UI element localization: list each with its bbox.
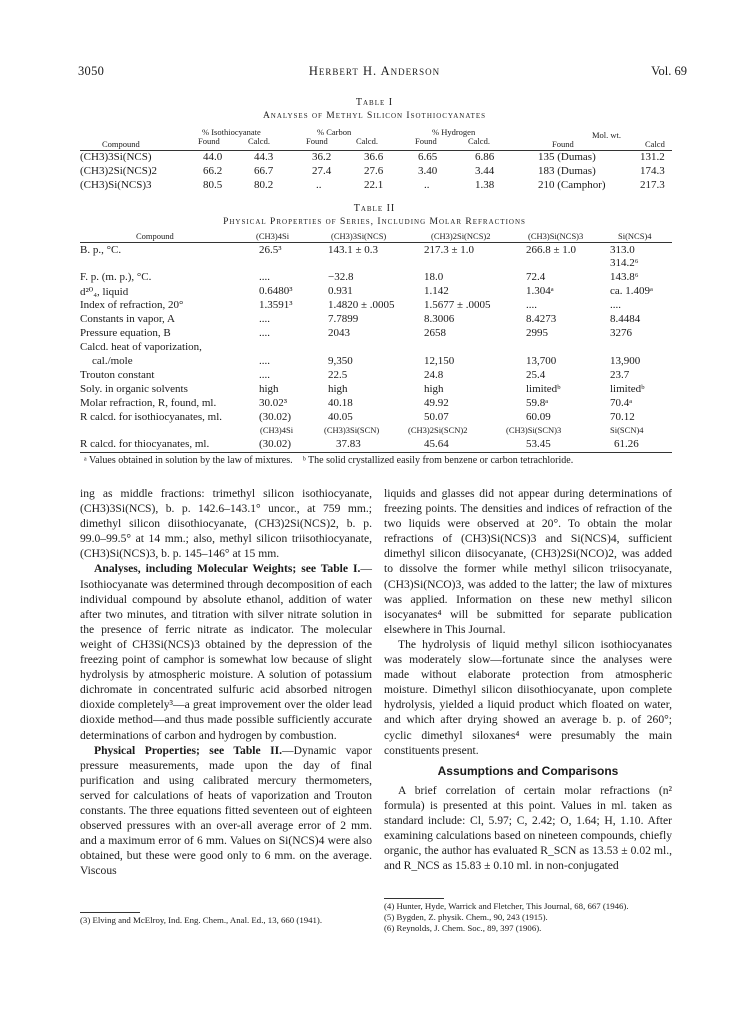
table-cell: Trouton constant (80, 369, 155, 381)
table-cell: Soly. in organic solvents (80, 383, 188, 395)
t1-sub-found: Found (306, 136, 328, 146)
table-cell: 60.09 (526, 411, 551, 423)
table-cell: 3276 (610, 327, 632, 339)
table-cell: .... (610, 299, 621, 311)
table-cell: 210 (Camphor) (538, 179, 606, 191)
table-cell: 1.304ᵃ (526, 285, 554, 297)
table-cell: 3.44 (475, 165, 495, 177)
table-cell: Constants in vapor, A (80, 313, 175, 325)
table-cell: 61.26 (614, 438, 639, 450)
table-cell: 313.0 (610, 244, 635, 256)
t2-thio-head: (CH3)4Si (260, 425, 294, 435)
t2-head-col5: Si(NCS)4 (618, 231, 652, 241)
table-cell: R calcd. for thiocyanates, ml. (80, 438, 210, 450)
t2-thio-head: (CH3)3Si(SCN) (324, 425, 380, 435)
section-heading: Assumptions and Comparisons (437, 763, 619, 778)
table2-footnotes (84, 454, 672, 467)
table-cell: 2658 (424, 327, 446, 339)
table-cell: F. p. (m. p.), °C. (80, 271, 152, 283)
table-cell: 24.8 (424, 369, 444, 381)
left-para-1: ing as middle fractions: trimethyl silicon isothiocyanate, (CH3)3Si(NCS), b. p. 142.6–143.1° uncor., at 759 mm.; dimethyl silicon diisothiocyanate, (CH3)2Si(NCS)2, b. p. 99.0–99.5° at 14 mm.; also, methyl silicon triisothiocyanate, (CH3)Si(NCS)3, b. p. 145–146° at 15 mm. (80, 487, 372, 561)
table-cell: 314.2⁶ (610, 257, 639, 269)
t2-head-compound: Compound (136, 231, 174, 241)
table-cell: 266.8 ± 1.0 (526, 244, 577, 256)
table-cell: 44.3 (254, 151, 274, 163)
footnote-a: ᵃ Values obtained in solution by the law of mixtures. (84, 455, 293, 466)
table-cell: 143.1 ± 0.3 (328, 244, 379, 256)
table-cell: 183 (Dumas) (538, 165, 596, 177)
table-cell: (30.02) (259, 438, 292, 450)
table-cell: 70.4ᵃ (610, 397, 633, 409)
t1-sub-found: Found (198, 136, 220, 146)
table-cell: 53.45 (526, 438, 551, 450)
table-cell: 13,700 (526, 355, 557, 367)
footnote-ref-5: (5) Bygden, Z. physik. Chem., 90, 243 (1915). (384, 912, 548, 922)
right-column (384, 486, 672, 873)
table-cell: 22.5 (328, 369, 348, 381)
table-cell: 37.83 (336, 438, 361, 450)
table-cell: −32.8 (328, 271, 354, 283)
table-cell: 26.5³ (259, 244, 282, 256)
t2-head-col1: (CH3)4Si (256, 231, 290, 241)
t1-sub-compound: Compound (102, 139, 140, 149)
table-cell: d²⁰₄, liquid (80, 286, 129, 298)
table-cell: 22.1 (364, 179, 384, 191)
table-cell: 27.4 (312, 165, 332, 177)
table-cell: 80.2 (254, 179, 274, 191)
right-para-3: A brief correlation of certain molar refractions (n² formula) is presented at this point. Values in ml. taken as standard include: Cl, 5.97; C, 2.42; O, 1.64; H, 1.10. After examining calculations based on nineteen compounds, chiefly organic, the author has evaluated R_SCN as 13.53 ± 0.02 ml., and R_NCS as 15.83 ± 0.10 ml. in non-conjugated (384, 783, 672, 873)
table-cell: 0.6480³ (259, 285, 293, 297)
table-cell: 7.7899 (328, 313, 359, 325)
table-cell: .... (259, 313, 270, 325)
table-cell: 8.3006 (424, 313, 455, 325)
table-cell: 50.07 (424, 411, 449, 423)
t1-group-hydrogen: % Hydrogen (432, 127, 476, 137)
table-cell: 1.3591³ (259, 299, 293, 311)
table-cell: limitedᵇ (610, 383, 645, 395)
t1-group-carbon: % Carbon (317, 127, 352, 137)
heading-analyses: Analyses, including Molecular Weights; see Table I. (94, 562, 361, 576)
table-cell: 1.5677 ± .0005 (424, 299, 491, 311)
table2-title: Physical Properties of Series, Including Molar Refractions (223, 217, 526, 227)
table-cell: (CH3)Si(NCS)3 (80, 179, 152, 191)
table-cell: 3.40 (418, 165, 438, 177)
table2-label: Table II (353, 203, 396, 214)
table-cell: (30.02) (259, 411, 292, 423)
footnote-ref-6: (6) Reynolds, J. Chem. Soc., 89, 397 (1906). (384, 923, 542, 933)
table1-label: Table I (355, 97, 394, 108)
table-cell: 36.6 (364, 151, 384, 163)
t1-sub-found: Found (552, 139, 574, 149)
table-cell: (CH3)3Si(NCS) (80, 151, 152, 163)
left-para-3-text: —Dynamic vapor pressure measurements, made upon the day of final purification and using calibrated mercury thermometers, served for calculations of heats of vaporization and Trouton constants. The three equations fitted seventeen out of eighteen observed pressures with an over-all average error of 2 mm. and a maximum error of 6 mm. Values on Si(NCS)4 were also obtained, but these were good only to 6 mm. on the average. Viscous (80, 743, 372, 878)
t1-group-isothiocyanate: % Isothiocyanate (202, 127, 261, 137)
table-cell: 27.6 (364, 165, 384, 177)
table-cell: Index of refraction, 20° (80, 299, 184, 311)
t2-thio-head: Si(SCN)4 (610, 425, 644, 435)
volume-label: Vol. 69 (651, 64, 687, 78)
table-cell: 59.8ᵃ (526, 397, 549, 409)
table-cell: Molar refraction, R, found, ml. (80, 397, 217, 409)
table-cell: 66.7 (254, 165, 274, 177)
t1-sub-found: Found (415, 136, 437, 146)
table-cell: 174.3 (640, 165, 665, 177)
table-cell: 13,900 (610, 355, 641, 367)
table-cell: 6.86 (475, 151, 495, 163)
table-cell: Pressure equation, B (80, 327, 171, 339)
table-cell: 2043 (328, 327, 350, 339)
table-cell: .... (259, 369, 270, 381)
table-cell: 23.7 (610, 369, 630, 381)
t1-sub-calcd: Calcd. (356, 136, 378, 146)
table-cell: 2995 (526, 327, 548, 339)
table-cell: 217.3 (640, 179, 665, 191)
left-para-3 (80, 743, 372, 879)
table-cell: .... (259, 327, 270, 339)
table-cell: 131.2 (640, 151, 665, 163)
table-cell: 135 (Dumas) (538, 151, 596, 163)
right-para-1: liquids and glasses did not appear during determinations of freezing points. The densities and indices of refraction of the two liquids were observed at 20°. To obtain the molar refractions of (CH3)Si(NCS)3 and Si(NCS)4, sufficient dimethyl silicon diisocyanate, (CH3)2Si(NCO)2, was added to dissolve the former while methyl silicon triisocyanate, (CH3)Si(NCO)3, was added to the latter; the law of mixtures was applied. Information on these new methyl silicon isocyanates⁴ will be submitted for separate publication elsewhere in This Journal. (384, 487, 672, 636)
table-cell: .... (259, 271, 270, 283)
t1-sub-calcd: Calcd (645, 139, 665, 149)
table-cell: (CH3)2Si(NCS)2 (80, 165, 158, 177)
footnote-ref-3: (3) Elving and McElroy, Ind. Eng. Chem., Anal. Ed., 13, 660 (1941). (80, 915, 323, 925)
table-cell: 6.65 (418, 151, 438, 163)
table-cell: 8.4484 (610, 313, 641, 325)
table-cell: 8.4273 (526, 313, 557, 325)
table-cell: high (328, 383, 348, 395)
table-cell: 1.4820 ± .0005 (328, 299, 395, 311)
right-para-2: The hydrolysis of liquid methyl silicon isothiocyanates was moderately slow—fortunate since the analyses were made without elaborate protection from atmospheric moisture. Dimethyl silicon diisothiocyanate, upon complete hydrolysis, yielded a liquid product which floated on water, and which after drying showed an average b. p. of 260°; cyclic dimethyl siloxanes⁴ were presumably the main constituents present. (384, 637, 672, 757)
table-cell: 0.931 (328, 285, 353, 297)
table-cell: Calcd. heat of vaporization, (80, 341, 202, 353)
table1-title: Analyses of Methyl Silicon Isothiocyanates (262, 111, 487, 121)
table-cell: 44.0 (203, 151, 223, 163)
running-author: Herbert H. Anderson (308, 64, 441, 78)
table-cell: 1.38 (475, 179, 495, 191)
footnote-refs (384, 901, 672, 934)
table-cell: cal./mole (92, 355, 133, 367)
heading-physical-properties: Physical Properties; see Table II. (94, 743, 283, 757)
table-cell: R calcd. for isothiocyanates, ml. (80, 411, 223, 423)
table-cell: .... (259, 355, 270, 367)
page-number: 3050 (78, 64, 105, 78)
footnote-ref-4: (4) Hunter, Hyde, Warrick and Fletcher, This Journal, 68, 667 (1946). (384, 901, 629, 911)
t2-head-col3: (CH3)2Si(NCS)2 (431, 231, 491, 241)
table-cell: 80.5 (203, 179, 223, 191)
table-cell: 72.4 (526, 271, 546, 283)
left-para-2 (80, 561, 372, 742)
table-cell: 12,150 (424, 355, 455, 367)
table-cell: 1.142 (424, 285, 449, 297)
t2-head-col2: (CH3)3Si(NCS) (331, 231, 387, 241)
footnote-b: ᵇ The solid crystallized easily from benzene or carbon tetrachloride. (302, 455, 574, 466)
table-cell: .. (424, 179, 430, 191)
table-cell: 25.4 (526, 369, 546, 381)
table-cell: .... (526, 299, 537, 311)
table-cell: high (259, 383, 279, 395)
t2-thio-head: (CH3)Si(SCN)3 (506, 425, 562, 435)
table-cell: .. (316, 179, 322, 191)
table-cell: 40.05 (328, 411, 353, 423)
t1-sub-calcd: Calcd. (248, 136, 270, 146)
table-cell: 217.3 ± 1.0 (424, 244, 475, 256)
table-cell: high (424, 383, 444, 395)
table-cell: ca. 1.409ᵃ (610, 285, 654, 297)
left-para-2-text: —Isothiocyanate was determined through decomposition of each individual compound by absolute ethanol, addition of water after two minutes, and titration with silver nitrate solution in the presence of ferric nitrate as indicator. The molecular weight of CH3Si(NCS)3 obtained by the depression of the freezing point of camphor is somewhat low because of slight hydrolysis by atmospheric moisture. A solution of potassium dichromate in concentrated sulfuric acid absorbed nitrogen dioxide completely³—a great improvement over the older lead dioxide method—and thus made possible sufficiently accurate determinations of carbon and hydrogen by combustion. (80, 562, 372, 742)
table-cell: 36.2 (312, 151, 332, 163)
table-cell: 40.18 (328, 397, 353, 409)
table-cell: 30.02³ (259, 397, 288, 409)
t1-sub-calcd: Calcd. (468, 136, 490, 146)
left-column (80, 486, 372, 878)
table-cell: B. p., °C. (80, 244, 122, 256)
t1-group-molwt: Mol. wt. (592, 130, 622, 140)
t2-thio-head: (CH3)2Si(SCN)2 (408, 425, 468, 435)
t2-head-col4: (CH3)Si(NCS)3 (528, 231, 584, 241)
table-cell: 49.92 (424, 397, 449, 409)
table-cell: 45.64 (424, 438, 449, 450)
table-cell: 18.0 (424, 271, 444, 283)
table-cell: 70.12 (610, 411, 635, 423)
table-cell: 66.2 (203, 165, 223, 177)
table-cell: 143.8⁶ (610, 271, 639, 283)
table-cell: 9,350 (328, 355, 353, 367)
table-cell: limitedᵇ (526, 383, 561, 395)
